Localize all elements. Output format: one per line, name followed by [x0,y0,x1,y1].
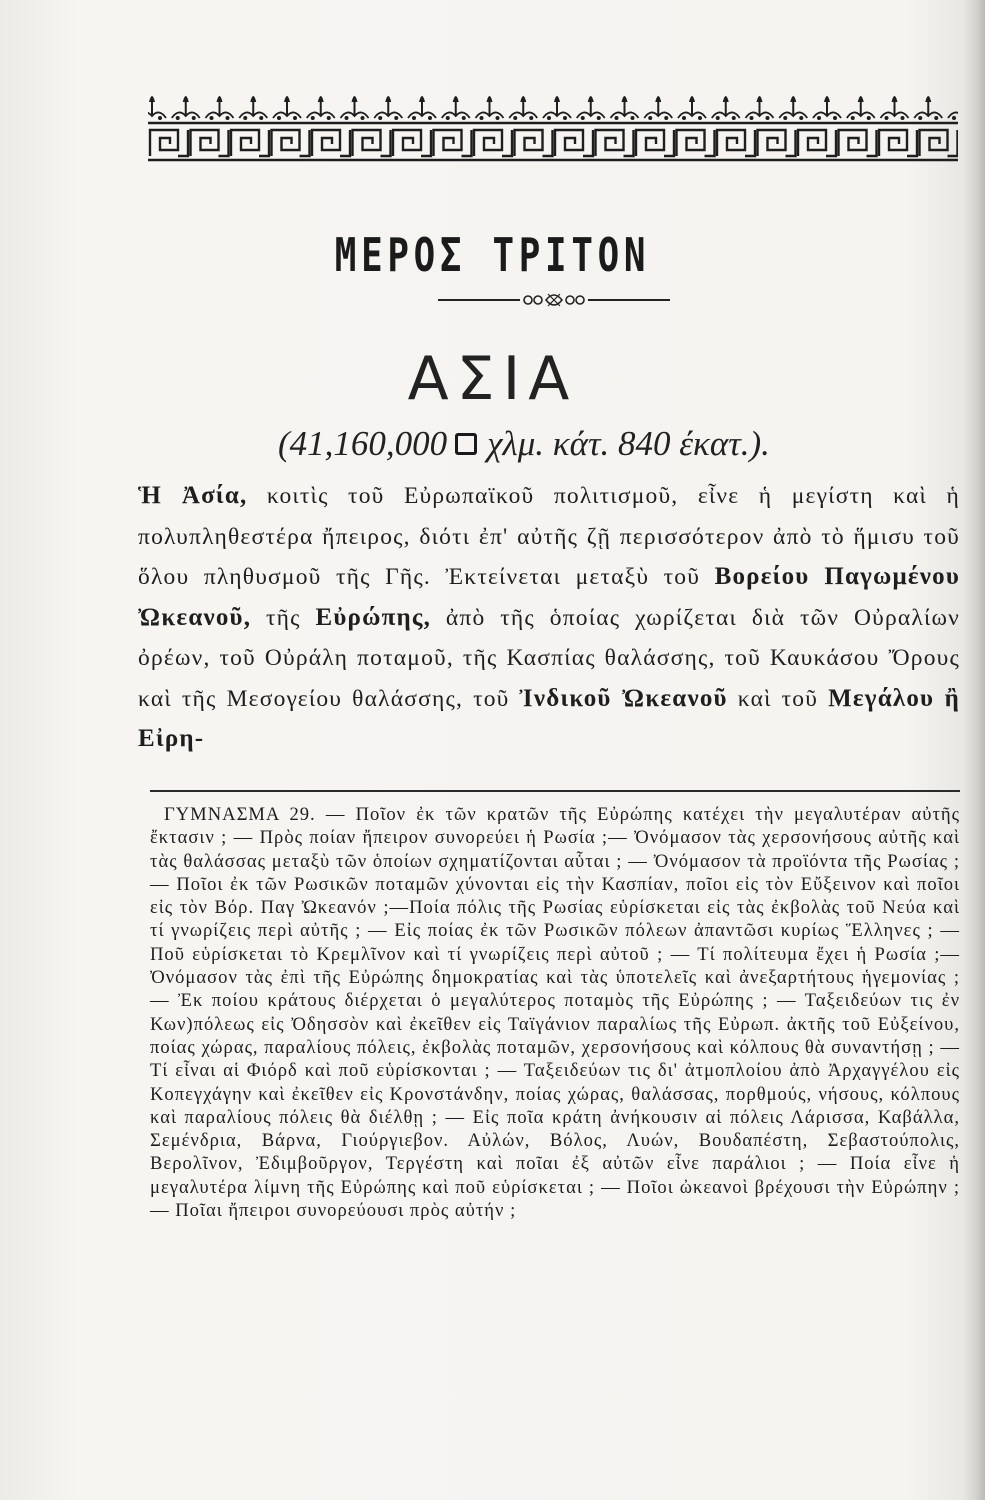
area-unit-population: χλμ. κάτ. 840 έκατ.). [487,424,770,463]
intro-text-2: τῆς [251,604,316,631]
exercise-text: — Ποῖον ἐκ τῶν κρατῶν τῆς Εὐρώπης κατέχει τὴν μεγαλυτέραν αὐτῆς ἔκτασιν ; — Πρὸς ποίαν ἤπειρον συνορεύει ἡ Ρωσία ;— Ὀνόμασον τὰς χερσονήσους αὐτῆς καὶ τὰς θαλάσσας μεταξὺ τῶν ὁποίων σχηματίζονται αὗται ; — Ὀνόμασον τὰ προϊόντα τῆς Ρωσίας ; — Ποῖοι ἐκ τῶν Ρωσικῶν ποταμῶν χύνονται εἰς τὴν Κασπίαν, ποῖοι εἰς τὸν Εὔξεινον καὶ ποῖοι εἰς τὸν Βόρ. Παγ Ὠκεανόν ;—Ποία πόλις τῆς Ρωσίας εὑρίσκεται εἰς τὰς ἐκβολὰς τοῦ Νεύα καὶ τί γνωρίζεις περὶ αὐτῆς ; — Εἰς ποίας ἐκ τῶν Ρωσικῶν πόλεων ἀπαντῶσι κυρίως Ἕλληνες ; — Ποῦ εὑρίσκεται τὸ Κρεμλῖνον καὶ τί γνωρίζεις περὶ αὐτοῦ ; — Τί πολίτευμα ἔχει ἡ Ρωσία ;— Ὀνόμασον τὰς ἐπὶ τῆς Εὐρώπης δημοκρατίας καὶ τὰς ὑποτελεῖς καὶ ἀνεξαρτήτους ἡγεμονίας ; — Ἐκ ποίου κράτους διέρχεται ὁ μεγαλύτερος ποταμὸς τῆς Εὐρώπης ; — Ταξειδεύων τις ἐν Κων)πόλεως εἰς Ὀδησσὸν καὶ ἐκεῖθεν εἰς Ταϊγάνιον παραλίως τῆς Εὐρωπ. ἀκτῆς τοῦ Εὐξείνου, ποίας χώρας, παραλίους πόλεις, ἐκβολὰς ποταμῶν, χερσονήσους καὶ κόλπους θὰ συναντήσῃ ; — Τί εἶναι αἱ Φιόρδ καὶ ποῦ εὑρίσκονται ; — Ταξειδεύων τις δι' ἀτμοπλοίου ἀπὸ Ἀρχαγγέλου εἰς Κοπεγχάγην καὶ ἐκεῖθεν εἰς Κρονστάνδην, ποίας χώρας, θαλάσσας, πορθμούς, νήσους, κόλπους καὶ παραλίους πόλεις θὰ διέλθῃ ; — Εἰς ποῖα κράτη ἀνήκουσιν αἱ πόλεις Λάρισσα, Καβάλλα, Σεμένδρια, Βάρνα, Γιούργιεβον. Αὐλών, Βόλος, Λυών, Βουδαπέστη, Σεβαστούπολις, Βερολῖνον, Ἐδιμβοῦργον, Τεργέστη καὶ ποῖαι ἐξ αὐτῶν εἶνε παράλιοι ; — Ποία εἶνε ἡ μεγαλυτέρα λίμνη τῆς Εὐρώπης καὶ ποῦ εὑρίσκεται ; — Ποῖοι ὠκεανοὶ βρέχουσι τὴν Εὐρώπην ; — Ποῖαι ἤπειροι συνορεύουσι πρὸς αὐτήν ; [150,804,961,1222]
greek-key-ornament [148,86,958,162]
ornamental-divider [438,290,670,310]
part-title: ΜΕΡΟΣ ΤΡΙΤΟΝ [334,228,651,282]
intro-bold-ocean: Βορείου Παγωμένου Ὠκεανοῦ, [138,563,960,631]
square-symbol-icon [455,433,477,455]
area-population-line [278,424,770,464]
exercise-label: ΓΥΜΝΑΣΜΑ 29. [164,804,316,825]
section-rule [150,790,960,792]
intro-lead: Ἡ Ἀσία, [138,482,248,509]
intro-bold-indian: Ἰνδικοῦ Ὠκεανοῦ [519,684,728,712]
intro-bold-europe: Εὐρώπης, [315,603,432,631]
exercise-paragraph [150,803,960,1222]
intro-text-3: ἀπὸ τῆς ὁποίας χωρίζεται διὰ τῶν Οὐραλίων ὀρέων, τοῦ Οὐράλη ποταμοῦ, τῆς Κασπίας θαλάσσης, τοῦ Καυκάσου Ὄρους καὶ τῆς Μεσογείου θαλάσσης, τοῦ [138,604,960,712]
area-value: (41,160,000 [278,424,448,463]
intro-text-4: καὶ τοῦ [727,685,829,712]
continent-heading: ΑΣΙΑ [407,344,578,414]
intro-text-1: κοιτὶς τοῦ Εὐρωπαϊκοῦ πολιτισμοῦ, εἶνε ἡ μεγίστη καὶ ἡ πολυπληθεστέρα ἤπειρος, διότι ἐπ' αὐτῆς ζῇ περισσότερον ἀπὸ τὸ ἥμισυ τοῦ ὅλου πληθυσμοῦ τῆς Γῆς. Ἐκτείνεται μεταξὺ τοῦ [138,483,960,590]
intro-paragraph [138,476,960,760]
intro-bold-pacific: Μεγάλου ἢ Εἰρη- [138,684,961,752]
page-edge-shadow [963,0,985,1500]
